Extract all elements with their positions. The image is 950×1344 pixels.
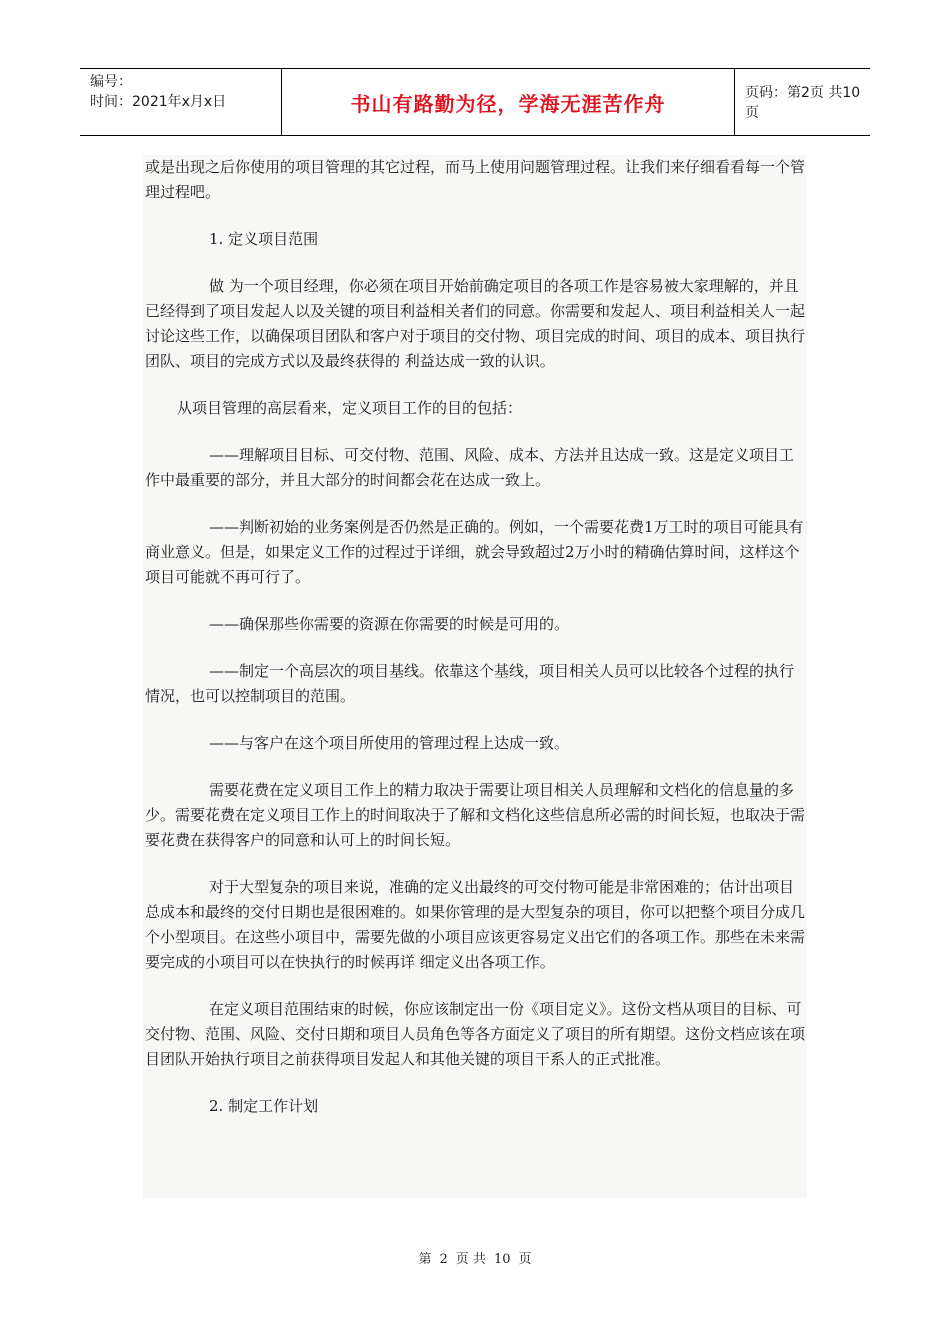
section-heading-1: 1. 定义项目范围 [209, 230, 319, 248]
paragraph: 从项目管理的高层看来，定义项目工作的目的包括： [177, 399, 523, 417]
list-item: ——确保那些你需要的资源在你需要的时候是可用的。 [209, 615, 570, 633]
page-info: 页码：第2页 共10页 [745, 85, 861, 121]
header-page-info [735, 69, 870, 135]
paragraph: 做 为一个项目经理，你必须在项目开始前确定项目的各项工作是容易被大家理解的，并且已经得到了项目发起人以及关键的项目利益相关者们的同意。你需要和发起人、项目利益相关人一起讨论这些工作，以确保项目团队和客户对于项目的交付物、项目完成的时间、项目的成本、项目执行团队、项目的完成方式以及最终获得的 利益达成一致的认识。 [145, 277, 806, 370]
list-item: ——制定一个高层次的项目基线。依靠这个基线，项目相关人员可以比较各个过程的执行情况，也可以控制项目的范围。 [145, 662, 795, 705]
header-meta [80, 69, 282, 135]
list-item: ——与客户在这个项目所使用的管理过程上达成一致。 [209, 734, 570, 752]
paragraph: 需要花费在定义项目工作上的精力取决于需要让项目相关人员理解和文档化的信息量的多少。需要花费在定义项目工作上的时间取决于了解和文档化这些信息所必需的时间长短，也取决于需要花费在获得客户的同意和认可上的时间长短。 [145, 781, 806, 849]
page-footer [0, 1248, 950, 1267]
code-label: 编号： [90, 74, 132, 90]
header-motto-cell [282, 69, 735, 135]
list-item: ——理解项目目标、可交付物、范围、风险、成本、方法并且达成一致。这是定义项目工作中最重要的部分，并且大部分的时间都会花在达成一致上。 [145, 446, 795, 489]
footer-page-num: 2 [439, 1252, 448, 1267]
footer-prefix: 第 [418, 1252, 432, 1267]
paragraph: 在定义项目范围结束的时候，你应该制定出一份《项目定义》。这份文档从项目的目标、可交付物、范围、风险、交付日期和项目人员角色等各方面定义了项目的所有期望。这份文档应该在项目团队开始执行项目之前获得项目发起人和其他关键的项目干系人的正式批准。 [145, 1000, 806, 1068]
section-heading-2: 2. 制定工作计划 [209, 1097, 319, 1115]
footer-suffix: 页 [518, 1252, 532, 1267]
paragraph: 或是出现之后你使用的项目管理的其它过程，而马上使用问题管理过程。让我们来仔细看看每一个管理过程吧。 [145, 158, 806, 201]
list-item: ——判断初始的业务案例是否仍然是正确的。例如，一个需要花费1万工时的项目可能具有商业意义。但是，如果定义工作的过程过于详细，就会导致超过2万小时的精确估算时间，这样这个项目可能就不再可行了。 [145, 518, 804, 586]
footer-total: 10 [493, 1252, 511, 1267]
page-header [80, 68, 870, 136]
time-label: 时间：2021年x月x日 [90, 94, 227, 110]
footer-mid: 页 共 [455, 1252, 486, 1267]
paragraph: 对于大型复杂的项目来说，准确的定义出最终的可交付物可能是非常困难的；估计出项目总成本和最终的交付日期也是很困难的。如果你管理的是大型复杂的项目，你可以把整个项目分成几个小型项目。在这些小项目中，需要先做的小项目应该更容易定义出它们的各项工作。那些在未来需要完成的小项目可以在快执行的时候再详 细定义出各项工作。 [145, 878, 806, 971]
motto: 书山有路勤为径，学海无涯苦作舟 [350, 91, 666, 116]
document-body [143, 155, 807, 1198]
